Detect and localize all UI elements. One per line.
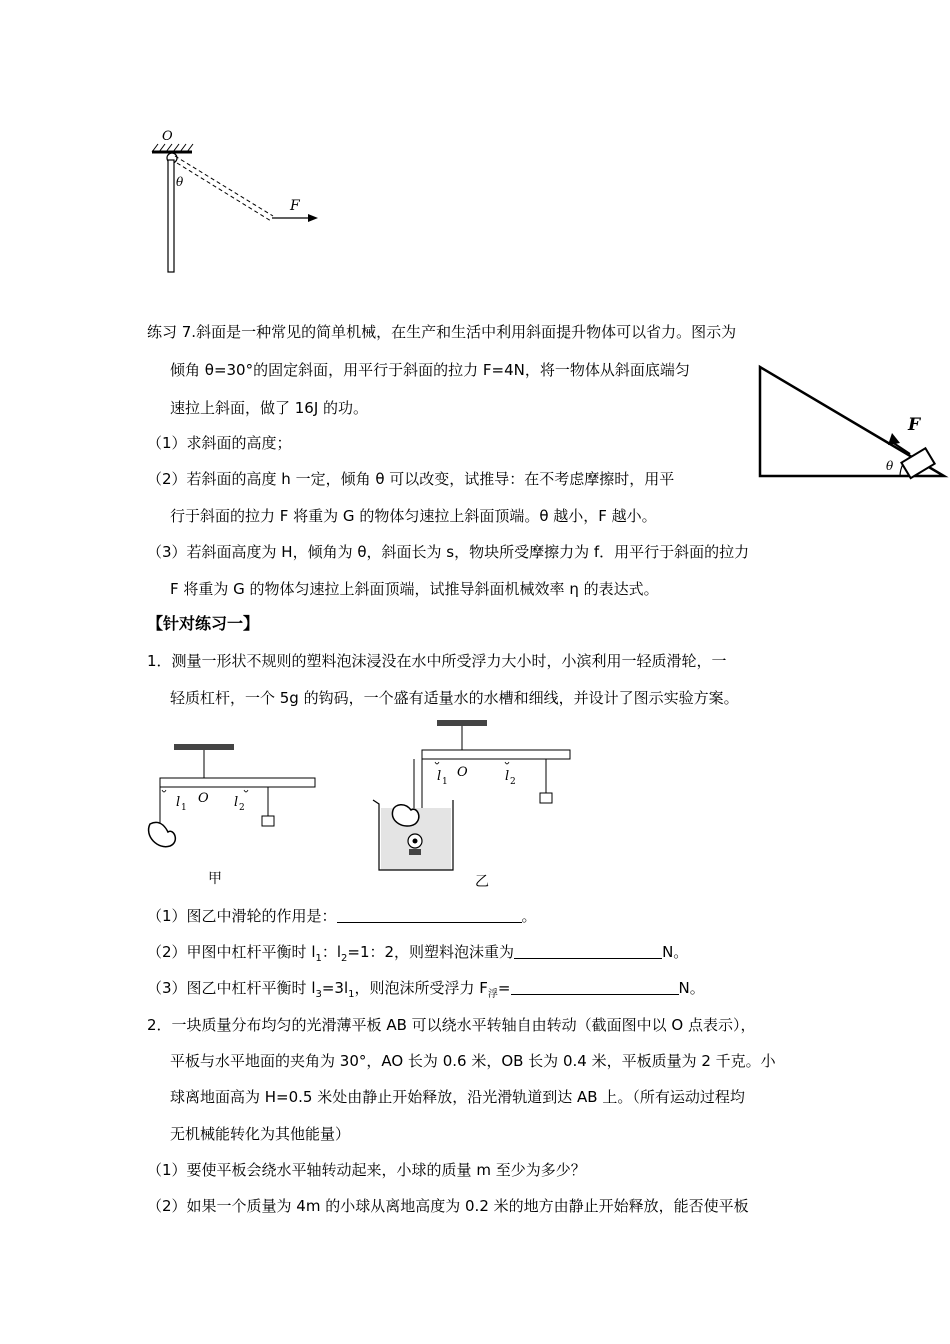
lever-b-l1-label: l	[437, 769, 442, 784]
incline-figure	[752, 362, 950, 492]
problem1-q2-unit: N。	[662, 943, 689, 961]
exercise7-q2a: （2）若斜面的高度 h 一定，倾角 θ 可以改变，试推导：在不考虑摩擦时，用平	[147, 470, 675, 488]
problem1-q3-sub3: 浮	[487, 989, 498, 1000]
lever-b-l1-sub: 1	[442, 777, 448, 787]
problem2-q1: （1）要使平板会绕水平轴转动起来，小球的质量 m 至少为多少？	[147, 1161, 586, 1179]
problem1-q1-end: 。	[521, 907, 537, 925]
lever-a-l2-label: l	[234, 795, 239, 810]
problem1-line2: 轻质杠杆，一个 5g 的钩码，一个盛有适量水的水槽和细线，并设计了图示实验方案。	[170, 689, 739, 707]
problem2-line2: 平板与水平地面的夹角为 30°，AO 长为 0.6 米，OB 长为 0.4 米，平板质量为 2 千克。小	[170, 1052, 776, 1070]
problem1-q1-text: （1）图乙中滑轮的作用是：	[147, 907, 337, 925]
exercise7-line3: 速拉上斜面，做了 16J 的功。	[170, 399, 369, 417]
problem1-q3-mid: =3l	[321, 979, 349, 997]
exercise7-line2: 倾角 θ=30°的固定斜面，用平行于斜面的拉力 F=4N，将一物体从斜面底端匀	[170, 361, 690, 379]
incline-angle-label: θ	[886, 459, 894, 473]
problem1-q3-text: （3）图乙中杠杆平衡时 l	[147, 979, 316, 997]
problem1-q3-sub2: 1	[348, 989, 355, 1000]
answer-blank-buoyancy[interactable]	[511, 979, 679, 995]
problem1-q2-mid: ：l	[321, 943, 342, 961]
problem1-q2	[147, 942, 688, 969]
problem1-q2-sub2: 2	[341, 953, 348, 964]
exercise7-q1: （1）求斜面的高度；	[147, 434, 292, 452]
lever-b-l2-label: l	[505, 769, 510, 784]
problem1-q3-sub1: 3	[315, 989, 322, 1000]
exercise7-q3b: F 将重为 G 的物体匀速拉上斜面顶端，试推导斜面机械效率 η 的表达式。	[170, 580, 659, 598]
incline-force-label: F	[908, 415, 921, 435]
problem1-q3	[147, 978, 705, 1005]
lever-b-pivot-label: O	[457, 765, 468, 780]
pendulum-figure	[140, 120, 330, 280]
lever-a-l1-label: l	[176, 795, 181, 810]
lever-a-l2-sub: 2	[239, 803, 245, 813]
problem2-line1: 2．一块质量分布均匀的光滑薄平板 AB 可以绕水平转轴自由转动（截面图中以 O 点表示），	[147, 1016, 756, 1034]
problem2-line3: 球离地面高为 H=0.5 米处由静止开始释放，沿光滑轨道到达 AB 上。（所有运动过程均	[170, 1088, 745, 1106]
lever-b-l2-sub: 2	[510, 777, 516, 787]
pendulum-pivot-label: O	[162, 129, 173, 144]
pendulum-angle-label: θ	[176, 175, 184, 189]
problem1-q2-value: =1：2，则塑料泡沫重为	[347, 943, 515, 961]
problem1-q3-eq: =	[497, 979, 511, 997]
problem2-line4: 无机械能转化为其他能量）	[170, 1125, 351, 1143]
lever-b-caption: 乙	[475, 874, 489, 888]
lever-figure-a	[140, 728, 325, 893]
section-title: 【针对练习一】	[147, 614, 260, 633]
exercise7-intro: 练习 7.斜面是一种常见的简单机械，在生产和生活中利用斜面提升物体可以省力。图示为	[147, 323, 737, 341]
pendulum-force-label: F	[290, 198, 300, 214]
problem1-q2-sub1: 1	[315, 953, 322, 964]
problem1-line1: 1．测量一形状不规则的塑料泡沫浸没在水中所受浮力大小时，小滨利用一轻质滑轮，一	[147, 652, 727, 670]
problem1-q3-unit: N。	[678, 979, 705, 997]
problem2-q2: （2）如果一个质量为 4m 的小球从离地高度为 0.2 米的地方由静止开始释放，能否使平板	[147, 1197, 749, 1215]
answer-blank-weight[interactable]	[514, 943, 662, 959]
answer-blank-pulley[interactable]	[337, 907, 522, 923]
problem1-q3-value: ，则泡沫所受浮力 F	[354, 979, 488, 997]
lever-a-l1-sub: 1	[181, 803, 187, 813]
exercise7-q3a: （3）若斜面高度为 H，倾角为 θ，斜面长为 s，物块所受摩擦力为 f．用平行于斜面的拉力	[147, 543, 750, 561]
lever-figure-b	[365, 718, 575, 888]
problem1-q2-text: （2）甲图中杠杆平衡时 l	[147, 943, 316, 961]
lever-a-caption: 甲	[208, 871, 222, 887]
lever-a-pivot-label: O	[198, 791, 209, 806]
exercise7-q2b: 行于斜面的拉力 F 将重为 G 的物体匀速拉上斜面顶端。θ 越小，F 越小。	[170, 507, 657, 525]
problem1-q1	[147, 906, 537, 926]
